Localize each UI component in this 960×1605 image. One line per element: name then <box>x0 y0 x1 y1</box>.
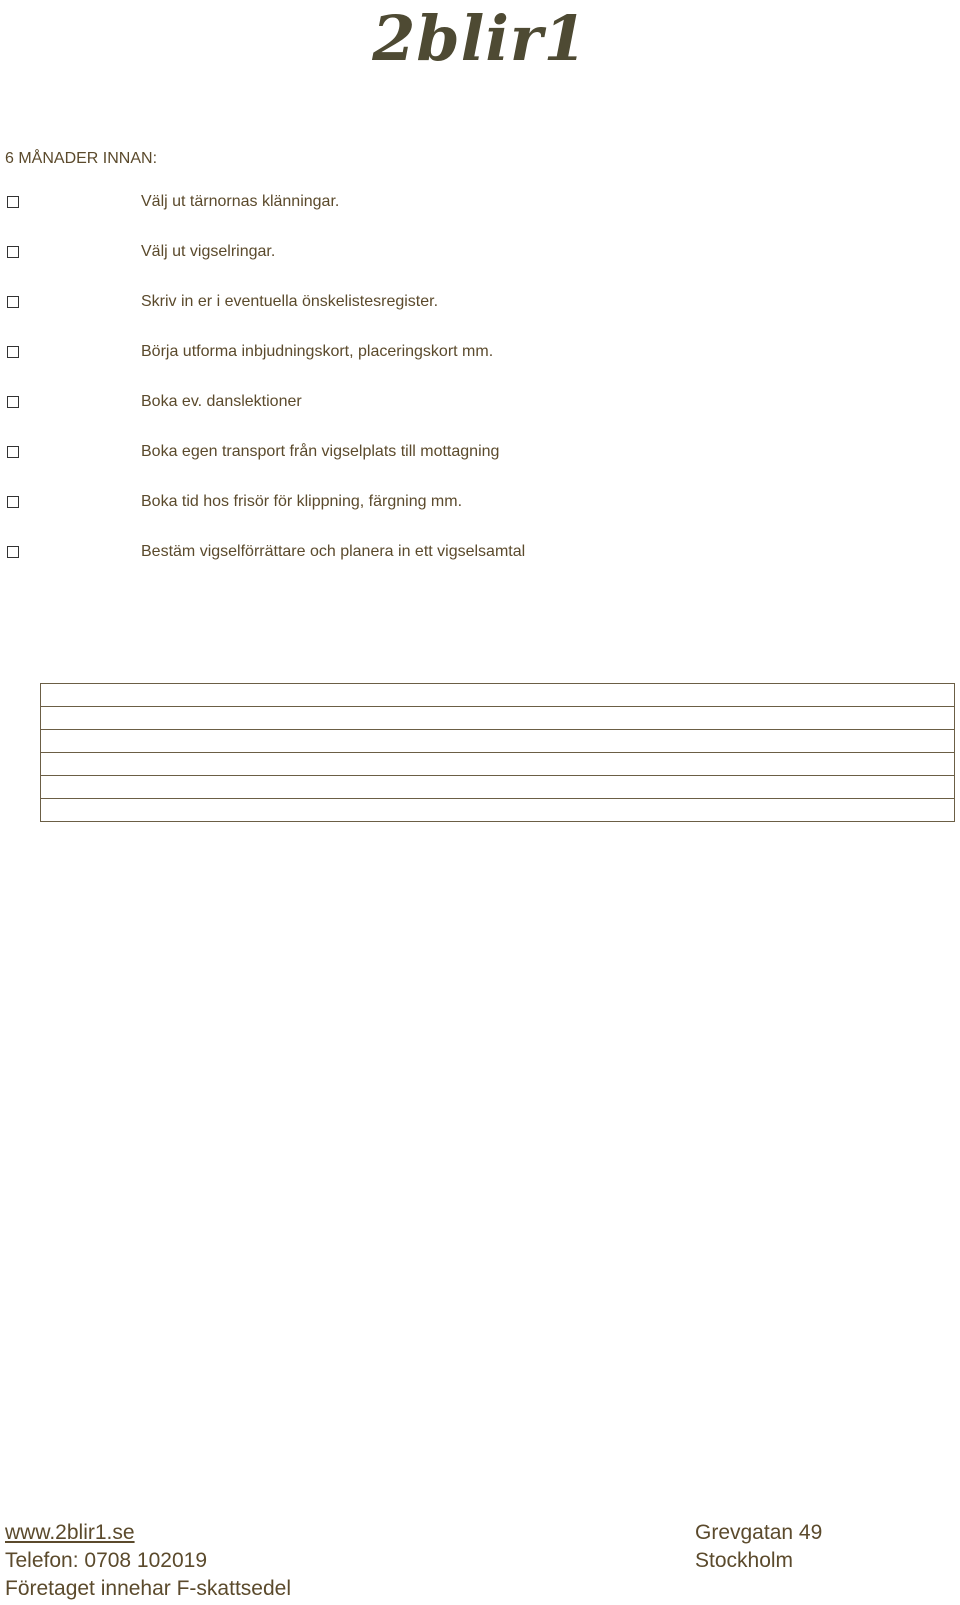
notes-cell[interactable] <box>41 684 955 707</box>
street-address: Grevgatan 49 <box>695 1521 823 1544</box>
notes-row[interactable] <box>41 684 955 707</box>
checkbox[interactable] <box>7 496 19 508</box>
notes-row[interactable] <box>41 799 955 822</box>
checkbox[interactable] <box>7 296 19 308</box>
checkbox[interactable] <box>7 396 19 408</box>
notes-cell[interactable] <box>41 799 955 822</box>
checklist-item-label: Bestäm vigselförrättare och planera in ett vigselsamtal <box>141 543 526 560</box>
checklist-item-label: Boka egen transport från vigselplats till mottagning <box>141 443 500 460</box>
section-heading: 6 MÅNADER INNAN: <box>5 150 158 167</box>
checklist-item-label: Boka tid hos frisör för klippning, färgning mm. <box>141 493 463 510</box>
checkbox[interactable] <box>7 196 19 208</box>
checklist-item-label: Skriv in er i eventuella önskelistesregister. <box>141 293 439 310</box>
checklist-item <box>0 341 960 365</box>
checklist-item-label: Välj ut tärnornas klänningar. <box>141 193 340 210</box>
phone-number: Telefon: 0708 102019 <box>5 1549 208 1572</box>
checkbox[interactable] <box>7 446 19 458</box>
notes-cell[interactable] <box>41 753 955 776</box>
checklist-item <box>0 241 960 265</box>
notes-row[interactable] <box>41 707 955 730</box>
notes-cell[interactable] <box>41 730 955 753</box>
notes-table <box>40 683 955 822</box>
notes-row[interactable] <box>41 753 955 776</box>
checkbox[interactable] <box>7 346 19 358</box>
checklist-item <box>0 191 960 215</box>
checklist-item <box>0 541 960 565</box>
checklist-item-label: Boka ev. danslektioner <box>141 393 302 410</box>
tax-note: Företaget innehar F-skattsedel <box>5 1577 291 1600</box>
brand-logo: 2blir1 <box>372 2 588 75</box>
notes-row[interactable] <box>41 730 955 753</box>
city: Stockholm <box>695 1549 794 1572</box>
checklist-item-label: Välj ut vigselringar. <box>141 243 276 260</box>
checklist-item <box>0 291 960 315</box>
checklist-item <box>0 491 960 515</box>
checkbox[interactable] <box>7 246 19 258</box>
checklist-item <box>0 441 960 465</box>
notes-cell[interactable] <box>41 776 955 799</box>
checkbox[interactable] <box>7 546 19 558</box>
notes-cell[interactable] <box>41 707 955 730</box>
checklist-item-label: Börja utforma inbjudningskort, placeringskort mm. <box>141 343 494 360</box>
website-link[interactable]: www.2blir1.se <box>5 1521 135 1544</box>
notes-row[interactable] <box>41 776 955 799</box>
checklist-item <box>0 391 960 415</box>
